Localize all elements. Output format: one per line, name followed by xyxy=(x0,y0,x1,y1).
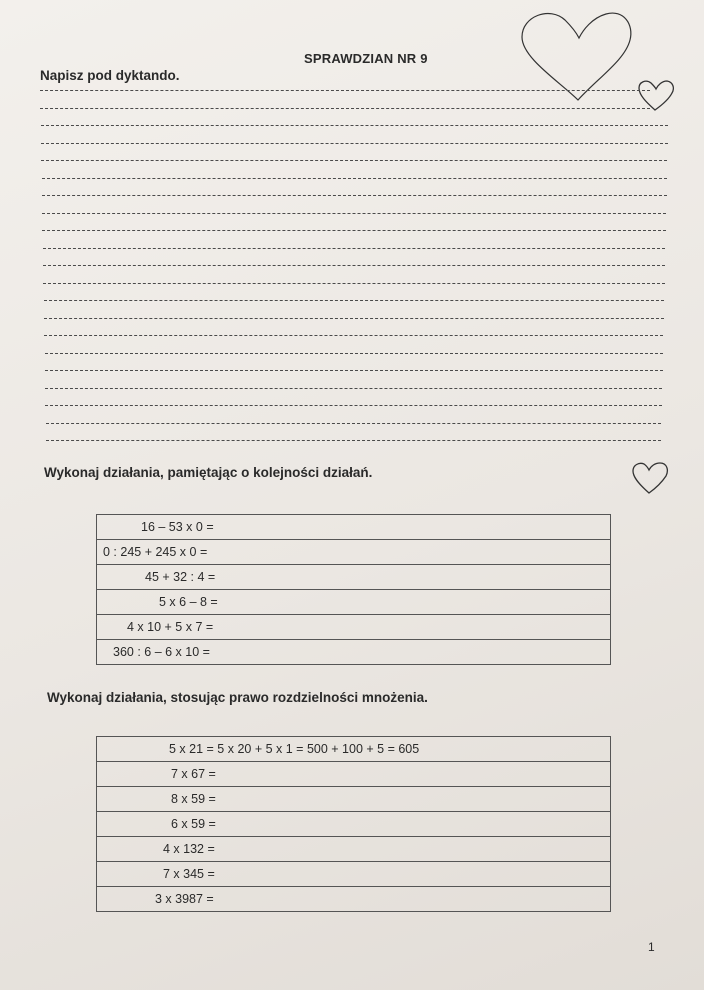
distributive-law-table xyxy=(96,736,611,912)
writing-line[interactable] xyxy=(45,388,662,389)
table-cell[interactable] xyxy=(97,762,611,787)
expression-text: 3 x 3987 = xyxy=(155,892,214,906)
expression-text: 7 x 345 = xyxy=(163,867,215,881)
dictation-heading: Napisz pod dyktando. xyxy=(40,68,180,83)
table-cell[interactable] xyxy=(97,515,611,540)
distributive-law-heading: Wykonaj działania, stosując prawo rozdzielności mnożenia. xyxy=(47,690,428,705)
expression-text: 8 x 59 = xyxy=(171,792,216,806)
table-row xyxy=(97,615,611,640)
expression-text: 0 : 245 + 245 x 0 = xyxy=(103,545,208,559)
writing-line[interactable] xyxy=(43,265,665,266)
table-row xyxy=(97,640,611,665)
writing-line[interactable] xyxy=(46,423,662,424)
order-of-operations-table xyxy=(96,514,611,665)
page-number: 1 xyxy=(648,940,655,954)
writing-line[interactable] xyxy=(45,353,664,354)
expression-text: 4 x 132 = xyxy=(163,842,215,856)
heart-icon xyxy=(632,462,672,496)
table-cell[interactable] xyxy=(97,540,611,565)
table-cell[interactable] xyxy=(97,615,611,640)
table-row xyxy=(97,515,611,540)
table-cell[interactable] xyxy=(97,565,611,590)
heart-icon xyxy=(638,80,678,114)
table-cell[interactable] xyxy=(97,837,611,862)
writing-line[interactable] xyxy=(46,440,661,441)
writing-line[interactable] xyxy=(42,230,665,231)
writing-line[interactable] xyxy=(41,125,669,126)
table-row xyxy=(97,540,611,565)
expression-text: 360 : 6 – 6 x 10 = xyxy=(113,645,210,659)
table-row xyxy=(97,565,611,590)
table-cell[interactable] xyxy=(97,787,611,812)
writing-line[interactable] xyxy=(42,213,666,214)
writing-line[interactable] xyxy=(40,108,650,109)
table-row xyxy=(97,787,611,812)
expression-text: 5 x 6 – 8 = xyxy=(159,595,218,609)
expression-text: 45 + 32 : 4 = xyxy=(145,570,216,584)
writing-line[interactable] xyxy=(44,300,665,301)
order-of-operations-heading: Wykonaj działania, pamiętając o kolejności działań. xyxy=(44,465,373,480)
writing-line[interactable] xyxy=(43,283,664,284)
table-cell[interactable] xyxy=(97,812,611,837)
expression-text: 5 x 21 = 5 x 20 + 5 x 1 = 500 + 100 + 5 = 605 xyxy=(169,742,420,756)
table-cell[interactable] xyxy=(97,862,611,887)
table-row xyxy=(97,812,611,837)
table-cell[interactable] xyxy=(97,640,611,665)
expression-text: 7 x 67 = xyxy=(171,767,216,781)
table-cell[interactable] xyxy=(97,887,611,912)
table-row xyxy=(97,887,611,912)
writing-line[interactable] xyxy=(41,160,667,161)
expression-text: 16 – 53 x 0 = xyxy=(141,520,214,534)
table-row xyxy=(97,837,611,862)
writing-line[interactable] xyxy=(44,335,663,336)
writing-line[interactable] xyxy=(42,178,668,179)
table-row xyxy=(97,862,611,887)
table-row xyxy=(97,762,611,787)
writing-line[interactable] xyxy=(42,195,667,196)
table-cell[interactable] xyxy=(97,590,611,615)
writing-line[interactable] xyxy=(41,143,668,144)
page-title: SPRAWDZIAN NR 9 xyxy=(304,51,428,66)
writing-line[interactable] xyxy=(43,248,666,249)
writing-line[interactable] xyxy=(40,90,650,91)
writing-line[interactable] xyxy=(45,370,663,371)
expression-text: 6 x 59 = xyxy=(171,817,216,831)
table-cell[interactable] xyxy=(97,737,611,762)
writing-line[interactable] xyxy=(45,405,661,406)
table-row xyxy=(97,737,611,762)
table-row xyxy=(97,590,611,615)
expression-text: 4 x 10 + 5 x 7 = xyxy=(127,620,214,634)
writing-line[interactable] xyxy=(44,318,664,319)
